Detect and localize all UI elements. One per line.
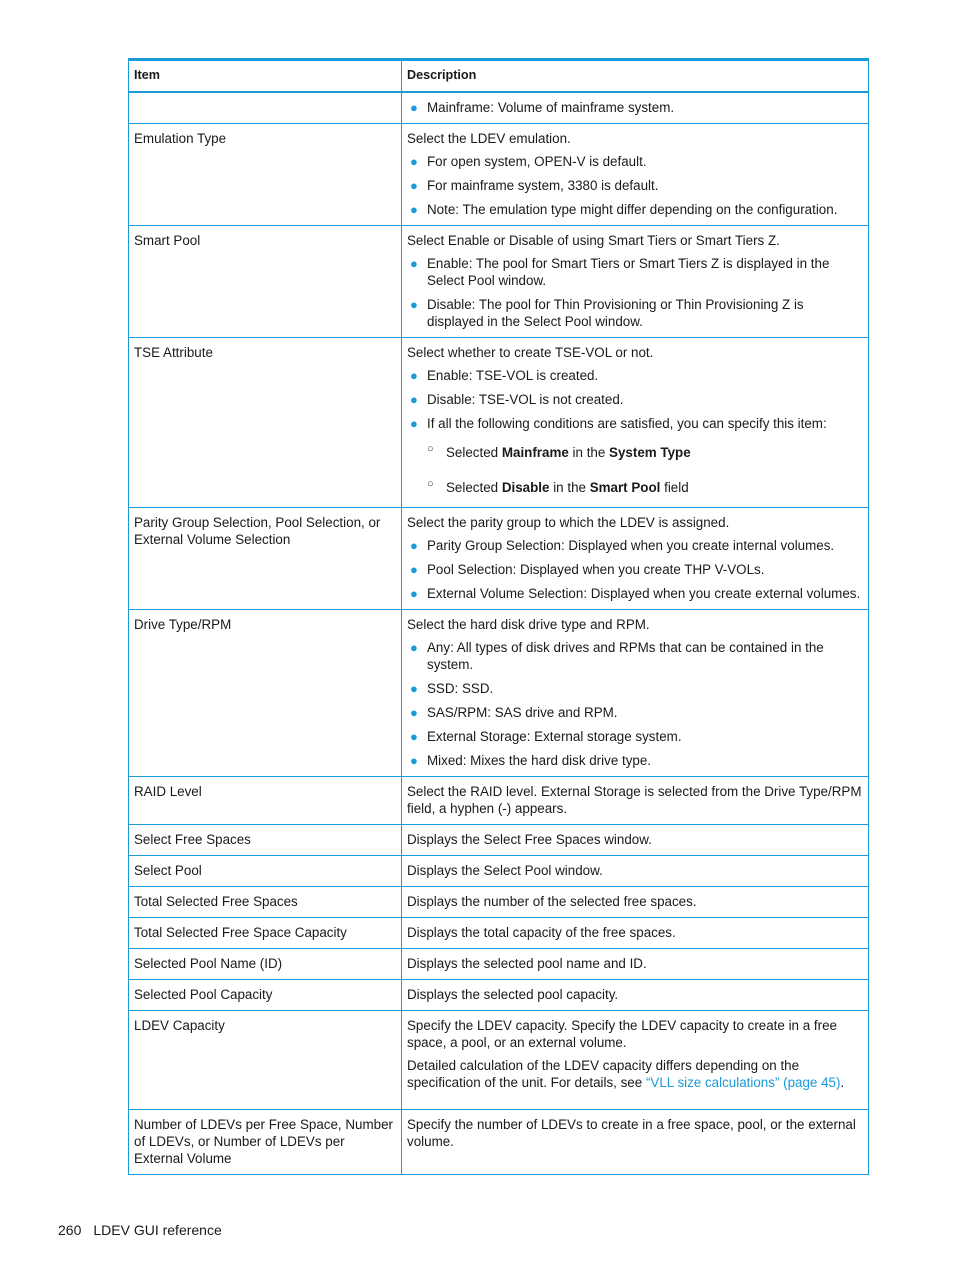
item-cell: Select Free Spaces [129, 825, 402, 856]
sub-list-item: ○ Selected Mainframe in the System Type [427, 443, 691, 460]
table-row [129, 949, 869, 980]
bullet-icon: ● [410, 154, 418, 169]
sub-list-item: ○ Selected Disable in the Smart Pool field [427, 478, 689, 495]
description-text: Select the parity group to which the LDEV is assigned. [407, 515, 730, 530]
table-row [129, 980, 869, 1011]
description-cell: Displays the selected pool capacity. [402, 980, 869, 1011]
bullet-icon: ● [410, 562, 418, 577]
list-item: ● SAS/RPM: SAS drive and RPM. [410, 705, 618, 720]
table-row [129, 887, 869, 918]
table-row [129, 918, 869, 949]
list-item: ● Enable: TSE-VOL is created. [410, 368, 599, 383]
item-cell: TSE Attribute [129, 338, 402, 508]
description-cell [402, 508, 869, 610]
list-item: ● Disable: TSE-VOL is not created. [410, 392, 624, 407]
list-item: ● Pool Selection: Displayed when you create THP V-VOLs. [410, 562, 765, 577]
table-row [129, 1110, 869, 1175]
description-cell: Displays the number of the selected free spaces. [402, 887, 869, 918]
description-text: Specify the LDEV capacity. Specify the LDEV capacity to create in a free space, a pool, or an external volume. [407, 1018, 837, 1050]
bullet-icon: ● [410, 416, 418, 431]
bullet-icon: ● [410, 729, 418, 744]
description-cell [402, 124, 869, 226]
description-cell [402, 1011, 869, 1110]
description-cell [402, 226, 869, 338]
list-item: ● Mainframe: Volume of mainframe system. [410, 100, 675, 115]
description-cell: Select the RAID level. External Storage is selected from the Drive Type/RPM field, a hyphen (-) appears. [402, 777, 869, 825]
hollow-circle-icon: ○ [427, 478, 434, 490]
page-number: 260 [58, 1222, 82, 1238]
list-item: ● Enable: The pool for Smart Tiers or Smart Tiers Z is displayed in the Select Pool window. [410, 256, 830, 288]
table-row [129, 825, 869, 856]
bullet-icon: ● [410, 202, 418, 217]
section-title: LDEV GUI reference [93, 1222, 222, 1238]
item-cell: Total Selected Free Spaces [129, 887, 402, 918]
table-row [129, 508, 869, 610]
list-item: ● External Volume Selection: Displayed when you create external volumes. [410, 586, 861, 601]
list-item: ● For open system, OPEN-V is default. [410, 154, 647, 169]
bullet-icon: ● [410, 256, 418, 271]
bullet-icon: ● [410, 753, 418, 768]
bullet-icon: ● [410, 586, 418, 601]
item-cell: Smart Pool [129, 226, 402, 338]
description-cell: Displays the Select Free Spaces window. [402, 825, 869, 856]
list-item: ● If all the following conditions are satisfied, you can specify this item: ○ Selected Mainframe in the System Type ○ Selected Disable in the Smart Pool field [407, 415, 863, 496]
table-row [129, 92, 869, 124]
table-row [129, 124, 869, 226]
list-item: ● Parity Group Selection: Displayed when you create internal volumes. [410, 538, 835, 553]
hollow-circle-icon: ○ [427, 443, 434, 455]
description-cell [402, 338, 869, 508]
list-item: ● Disable: The pool for Thin Provisioning or Thin Provisioning Z is displayed in the Select Pool window. [410, 297, 804, 329]
table-row [129, 777, 869, 825]
description-text: Select whether to create TSE-VOL or not. [407, 345, 654, 360]
item-cell: Number of LDEVs per Free Space, Number of LDEVs, or Number of LDEVs per External Volume [129, 1110, 402, 1175]
item-cell: Selected Pool Capacity [129, 980, 402, 1011]
bullet-icon: ● [410, 392, 418, 407]
table-row [129, 1011, 869, 1110]
description-text: Select the hard disk drive type and RPM. [407, 617, 650, 632]
bullet-icon: ● [410, 640, 418, 655]
description-cell [402, 92, 869, 124]
table-row [129, 856, 869, 887]
bullet-icon: ● [410, 681, 418, 696]
bullet-icon: ● [410, 297, 418, 312]
list-item: ● SSD: SSD. [410, 681, 494, 696]
item-cell: RAID Level [129, 777, 402, 825]
list-item: ● External Storage: External storage system. [410, 729, 682, 744]
description-text: Detailed calculation of the LDEV capacity differs depending on the specification of the unit. For details, see “VLL size calculations” (page 45). [407, 1058, 845, 1090]
item-cell: Selected Pool Name (ID) [129, 949, 402, 980]
bullet-icon: ● [410, 178, 418, 193]
description-text: Select the LDEV emulation. [407, 131, 571, 146]
item-cell: Total Selected Free Space Capacity [129, 918, 402, 949]
bullet-icon: ● [410, 705, 418, 720]
bullet-icon: ● [410, 100, 418, 115]
item-cell: Select Pool [129, 856, 402, 887]
item-cell: Drive Type/RPM [129, 610, 402, 777]
description-cell [402, 610, 869, 777]
list-item: ● Mixed: Mixes the hard disk drive type. [410, 753, 652, 768]
description-cell: Specify the number of LDEVs to create in a free space, pool, or the external volume. [402, 1110, 869, 1175]
table-header-row [129, 60, 869, 93]
header-description: Description [402, 60, 869, 93]
ldev-reference-table [128, 58, 869, 1175]
table-row [129, 226, 869, 338]
item-cell: Emulation Type [129, 124, 402, 226]
description-cell: Displays the selected pool name and ID. [402, 949, 869, 980]
bullet-icon: ● [410, 368, 418, 383]
item-cell [129, 92, 402, 124]
description-cell: Displays the total capacity of the free spaces. [402, 918, 869, 949]
item-cell: LDEV Capacity [129, 1011, 402, 1110]
page-footer [58, 1222, 222, 1238]
table-row [129, 610, 869, 777]
vll-size-calculations-link[interactable]: “VLL size calculations” (page 45) [645, 1075, 841, 1090]
header-item: Item [129, 60, 402, 93]
bullet-icon: ● [410, 538, 418, 553]
item-cell: Parity Group Selection, Pool Selection, or External Volume Selection [129, 508, 402, 610]
description-text: Select Enable or Disable of using Smart Tiers or Smart Tiers Z. [407, 233, 780, 248]
description-cell: Displays the Select Pool window. [402, 856, 869, 887]
table-row [129, 338, 869, 508]
list-item: ● Note: The emulation type might differ depending on the configuration. [410, 202, 838, 217]
list-item: ● For mainframe system, 3380 is default. [410, 178, 659, 193]
list-item: ● Any: All types of disk drives and RPMs that can be contained in the system. [410, 640, 824, 672]
